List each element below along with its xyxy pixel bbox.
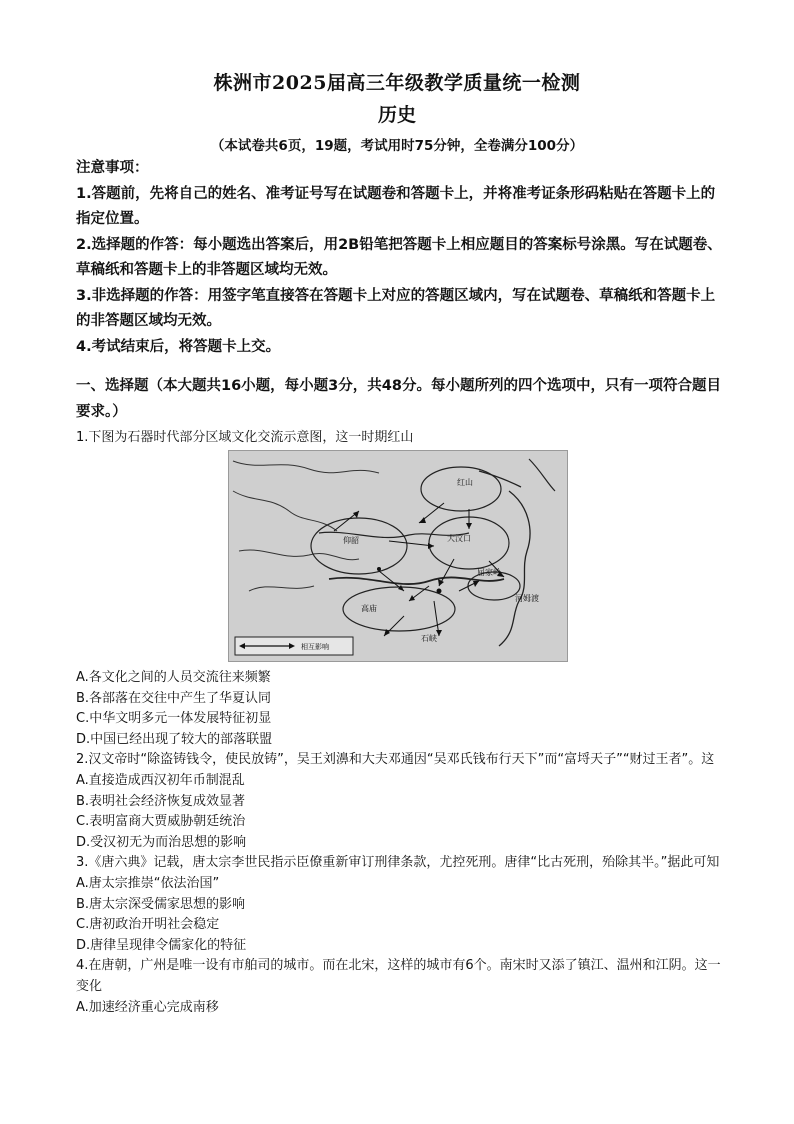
option: D.唐律呈现律令儒家化的特征	[76, 937, 247, 953]
exam-subject: 历史	[377, 104, 416, 126]
notice-heading: 注意事项：	[76, 160, 149, 176]
question-1	[76, 428, 726, 449]
option: C.唐初政治开明社会稳定	[76, 917, 220, 933]
notice-item: 4.考试结束后，将答题卡上交。	[76, 338, 281, 355]
notice-item: 3.非选择题的作答：用签字笔直接答在答题卡上对应的答题区域内，写在试题卷、草稿纸和答题卡上的非答题区域均无效。	[76, 287, 716, 329]
option: A.唐太宗推崇“依法治国”	[76, 875, 220, 891]
region-hongshan	[421, 467, 501, 511]
option: A.直接造成西汉初年币制混乱	[76, 772, 245, 788]
label-hongshan: 红山	[457, 478, 473, 487]
exam-meta: （本试卷共6页，19题，考试用时75分钟，全卷满分100分）	[210, 138, 584, 154]
option: C.中华文明多元一体发展特征初显	[76, 711, 272, 727]
coastline	[499, 491, 530, 646]
legend-label: 相互影响	[301, 643, 329, 651]
label-qujialing: 屈家岭	[477, 568, 501, 577]
terrain-line	[233, 461, 379, 473]
option: D.中国已经出现了较大的部落联盟	[76, 731, 273, 747]
notice-block	[76, 156, 722, 360]
label-hemudu: 河姆渡	[515, 594, 539, 603]
label-gaomiao: 高庙	[361, 604, 377, 613]
exam-title: 株洲市2025届高三年级教学质量统一检测	[213, 72, 581, 94]
option: C.表明富商大贾威胁朝廷统治	[76, 814, 246, 830]
notice-item: 2.选择题的作答：每小题选出答案后，用2B铅笔把答题卡上相应题目的答案标号涂黑。写在试题卷、草稿纸和答题卡上的非答题区域均无效。	[76, 236, 722, 278]
river	[329, 577, 504, 584]
question-stem: 2.汉文帝时“除盗铸钱令，使民放铸”，吴王刘濞和大夫邓通因“吴邓氏钱布行天下”而“富埒天子”“财过王者”。这	[76, 752, 715, 768]
option: B.各部落在交往中产生了华夏认同	[76, 690, 272, 706]
terrain-line	[249, 586, 314, 591]
option: B.表明社会经济恢复成效显著	[76, 793, 246, 809]
culture-exchange-map	[228, 450, 568, 662]
questions-block	[76, 668, 726, 1018]
terrain-line	[233, 491, 337, 531]
label-dawenkou: 大汶口	[447, 534, 471, 543]
site-dot	[377, 567, 381, 571]
region-yangshao	[311, 518, 407, 574]
option: A.加速经济重心完成南移	[76, 999, 219, 1015]
question-stem: 4.在唐朝，广州是唯一设有市舶司的城市。而在北宋，这样的城市有6个。南宋时又添了镇江、温州和江阴。这一变化	[76, 958, 721, 994]
option: D.受汉初无为而治思想的影响	[76, 834, 247, 850]
question-stem: 1.下图为石器时代部分区域文化交流示意图，这一时期红山	[76, 430, 414, 445]
question-stem: 3.《唐六典》记载，唐太宗李世民指示臣僚重新审订刑律条款，尤控死刑。唐律“比古死刑，殆除其半。”据此可知	[76, 855, 720, 871]
terrain-line	[239, 550, 359, 560]
notice-item: 1.答题前，先将自己的姓名、准考证号写在试题卷和答题卡上，并将准考证条形码粘贴在答题卡上的指定位置。	[76, 185, 716, 227]
label-yangshao: 仰韶	[343, 536, 359, 545]
label-shixia: 石峡	[421, 634, 437, 643]
region-gaomiao	[343, 587, 455, 631]
section-heading: 一、选择题（本大题共16小题，每小题3分，共48分。每小题所列的四个选项中，只有一项符合题目要求。）	[76, 378, 721, 420]
site-dot	[437, 589, 442, 594]
option: A.各文化之间的人员交流往来频繁	[76, 670, 271, 685]
map-graphic	[229, 451, 567, 661]
coastline	[529, 459, 555, 491]
option: B.唐太宗深受儒家思想的影响	[76, 896, 246, 912]
